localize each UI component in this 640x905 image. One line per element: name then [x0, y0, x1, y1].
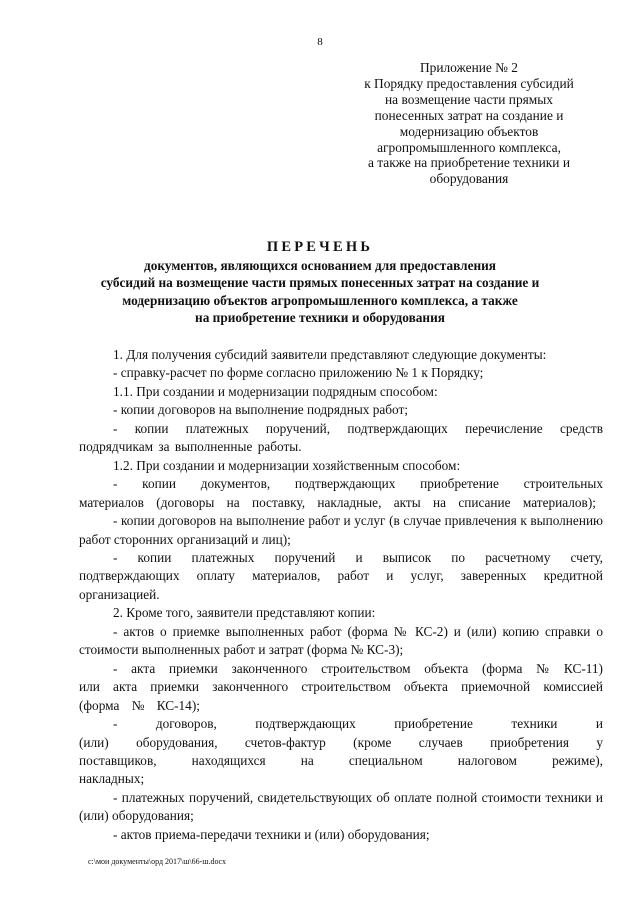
list-item: - договоров, подтверждающих приобретение техники и (или) оборудования, счетов-фактур (кроме случаев приобретения у поставщиков, находящихся на специальном налоговом режиме), накладных; — [79, 716, 603, 787]
document-title-block — [0, 238, 640, 326]
paragraph: 2. Кроме того, заявители представляют копии: — [113, 605, 376, 621]
list-item: - копии договоров на выполнение работ и услуг (в случае привлечения к выполнению работ сторонних организаций и лиц); — [79, 513, 603, 547]
list-item: - акта приемки законченного строительством объекта (форма № КС-11) или акта приемки законченного строительством объекта приемочной комиссией (форма № КС-14); — [79, 660, 603, 713]
appendix-line: понесенных затрат на создание и — [374, 107, 564, 123]
list-item: - копии документов, подтверждающих приобретение строительных материалов (договоры на поставку, накладные, акты на списание материалов); — [79, 476, 603, 510]
appendix-line: на возмещение части прямых — [385, 91, 553, 107]
appendix-line: оборудования — [429, 171, 509, 187]
subtitle-line: на приобретение техники и оборудования — [195, 309, 445, 325]
paragraph: 1.1. При создании и модернизации подрядным способом: — [113, 383, 438, 399]
document-body — [79, 346, 603, 844]
footer-file-path: c:\мои документы\орд 2017\ш\66-ш.docx — [88, 857, 227, 866]
appendix-header — [338, 60, 600, 187]
appendix-line: Приложение № 2 — [419, 60, 519, 75]
paragraph: 1.2. При создании и модернизации хозяйственным способом: — [113, 457, 461, 473]
paragraph: 1. Для получения субсидий заявители представляют следующие документы: — [113, 347, 547, 362]
appendix-line: к Порядку предоставления субсидий — [364, 75, 574, 91]
list-item: - копии платежных поручений и выписок по расчетному счету, подтверждающих оплату материалов, работ и услуг, заверенных кредитной организацией. — [79, 549, 603, 602]
list-item: - актов о приемке выполненных работ (форма № КС-2) и (или) копию справки о стоимости выполненных работ и затрат (форма № КС-3); — [79, 623, 603, 658]
list-item: - копии платежных поручений, подтверждающих перечисление средств подрядчикам за выполненные работы. — [79, 420, 603, 455]
list-item: - платежных поручений, свидетельствующих об оплате полной стоимости техники и (или) оборудования; — [79, 789, 603, 824]
page-number: 8 — [317, 36, 323, 48]
subtitle-line: субсидий на возмещение части прямых понесенных затрат на создание и — [100, 275, 540, 291]
subtitle-line: модернизацию объектов агропромышленного комплекса, а также — [122, 292, 518, 308]
list-item: - актов приема-передачи техники и (или) оборудования; — [113, 826, 430, 842]
appendix-line: агропромышленного комплекса, — [377, 139, 561, 155]
subtitle-line: документов, являющихся основанием для предоставления — [144, 258, 496, 273]
appendix-line: модернизацию объектов — [399, 123, 539, 139]
list-item: - справку-расчет по форме согласно приложению № 1 к Порядку; — [113, 365, 484, 381]
list-item: - копии договоров на выполнение подрядных работ; — [113, 402, 409, 418]
document-title: ПЕРЕЧЕНЬ — [266, 239, 374, 255]
document-subtitle — [0, 257, 640, 326]
appendix-line: а также на приобретение техники и — [367, 155, 570, 171]
